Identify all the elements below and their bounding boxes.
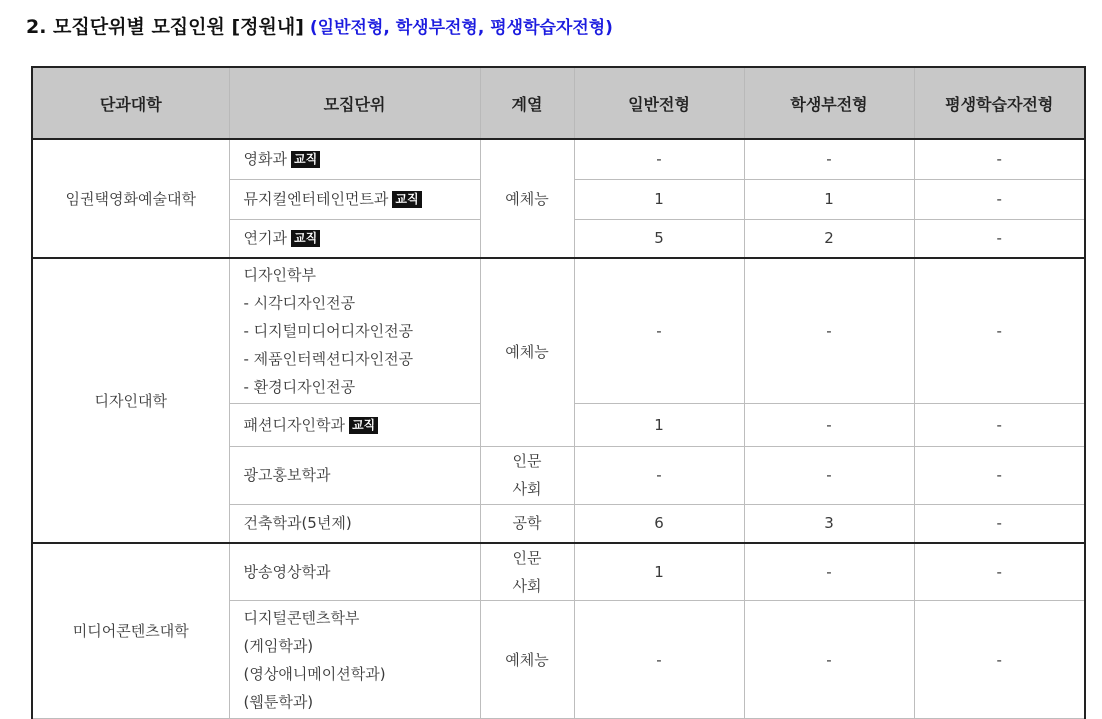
field-line: 인문 — [512, 549, 542, 567]
col-header-lifelong: 평생학습자전형 — [914, 67, 1085, 139]
col-header-field: 계열 — [480, 67, 574, 139]
field-cell — [480, 543, 574, 601]
record-cell: - — [744, 601, 914, 719]
unit-name: 디자인학부 — [243, 265, 316, 284]
general-cell: 1 — [574, 543, 744, 601]
general-cell: - — [574, 601, 744, 719]
general-cell: 1 — [574, 403, 744, 446]
lifelong-cell: - — [914, 504, 1085, 543]
unit-cell — [229, 601, 480, 719]
unit-name: 영화과 — [243, 150, 287, 169]
college-cell: 임권택영화예술대학 — [32, 139, 229, 258]
record-cell: - — [744, 543, 914, 601]
record-cell: 3 — [744, 504, 914, 543]
field-line: 사회 — [512, 480, 542, 498]
record-cell: - — [744, 446, 914, 504]
col-header-record: 학생부전형 — [744, 67, 914, 139]
lifelong-cell: - — [914, 219, 1085, 258]
record-cell: 2 — [744, 219, 914, 258]
unit-cell — [229, 139, 480, 179]
col-header-general: 일반전형 — [574, 67, 744, 139]
unit-major: (영상애니메이션학과) — [243, 664, 386, 683]
table-row — [32, 258, 1085, 403]
unit-name: 뮤지컬엔터테인먼트과 — [243, 190, 389, 208]
record-cell: 1 — [744, 179, 914, 219]
field-cell — [480, 446, 574, 504]
field-cell: 공학 — [480, 504, 574, 543]
unit-cell — [229, 446, 480, 504]
unit-cell — [229, 219, 480, 258]
lifelong-cell: - — [914, 179, 1085, 219]
unit-name: 디지털콘텐츠학부 — [243, 608, 360, 627]
field-cell: 예체능 — [480, 139, 574, 258]
field-line: 사회 — [512, 577, 542, 595]
unit-cell — [229, 504, 480, 543]
unit-major: - 제품인터렉션디자인전공 — [243, 349, 414, 368]
unit-cell — [229, 179, 480, 219]
teaching-badge: 교직 — [291, 230, 320, 247]
table-header-row — [32, 67, 1085, 139]
teaching-badge: 교직 — [349, 417, 378, 434]
unit-major: (웹툰학과) — [243, 692, 314, 711]
lifelong-cell: - — [914, 601, 1085, 719]
unit-cell — [229, 258, 480, 403]
lifelong-cell: - — [914, 446, 1085, 504]
unit-major: (게임학과) — [243, 636, 314, 655]
unit-cell — [229, 543, 480, 601]
field-line: 인문 — [512, 452, 542, 470]
general-cell: 5 — [574, 219, 744, 258]
unit-name: 패션디자인학과 — [243, 415, 345, 434]
teaching-badge: 교직 — [291, 151, 320, 168]
general-cell: - — [574, 446, 744, 504]
record-cell: - — [744, 139, 914, 179]
college-cell: 디자인대학 — [32, 258, 229, 543]
lifelong-cell: - — [914, 403, 1085, 446]
page-title — [26, 12, 613, 42]
general-cell: 6 — [574, 504, 744, 543]
lifelong-cell: - — [914, 139, 1085, 179]
table-row — [32, 139, 1085, 179]
general-cell: - — [574, 139, 744, 179]
general-cell: - — [574, 258, 744, 403]
record-cell: - — [744, 258, 914, 403]
unit-name: 광고홍보학과 — [243, 466, 331, 484]
unit-major: - 디지털미디어디자인전공 — [243, 321, 414, 340]
unit-major: - 환경디자인전공 — [243, 377, 356, 396]
record-cell: - — [744, 403, 914, 446]
col-header-college: 단과대학 — [32, 67, 229, 139]
unit-name: 연기과 — [243, 229, 287, 248]
lifelong-cell: - — [914, 543, 1085, 601]
field-cell: 예체능 — [480, 601, 574, 719]
teaching-badge: 교직 — [392, 191, 421, 208]
admissions-table — [31, 66, 1086, 719]
unit-cell — [229, 403, 480, 446]
unit-name: 방송영상학과 — [243, 563, 331, 581]
unit-major: - 시각디자인전공 — [243, 293, 356, 312]
table-row — [32, 543, 1085, 601]
unit-name: 건축학과(5년제) — [243, 514, 352, 533]
college-cell: 미디어콘텐츠대학 — [32, 543, 229, 719]
title-text: 2. 모집단위별 모집인원 [정원내] — [26, 16, 304, 38]
field-cell: 예체능 — [480, 258, 574, 446]
general-cell: 1 — [574, 179, 744, 219]
title-subtitle: (일반전형, 학생부전형, 평생학습자전형) — [309, 18, 613, 38]
lifelong-cell: - — [914, 258, 1085, 403]
col-header-unit: 모집단위 — [229, 67, 480, 139]
